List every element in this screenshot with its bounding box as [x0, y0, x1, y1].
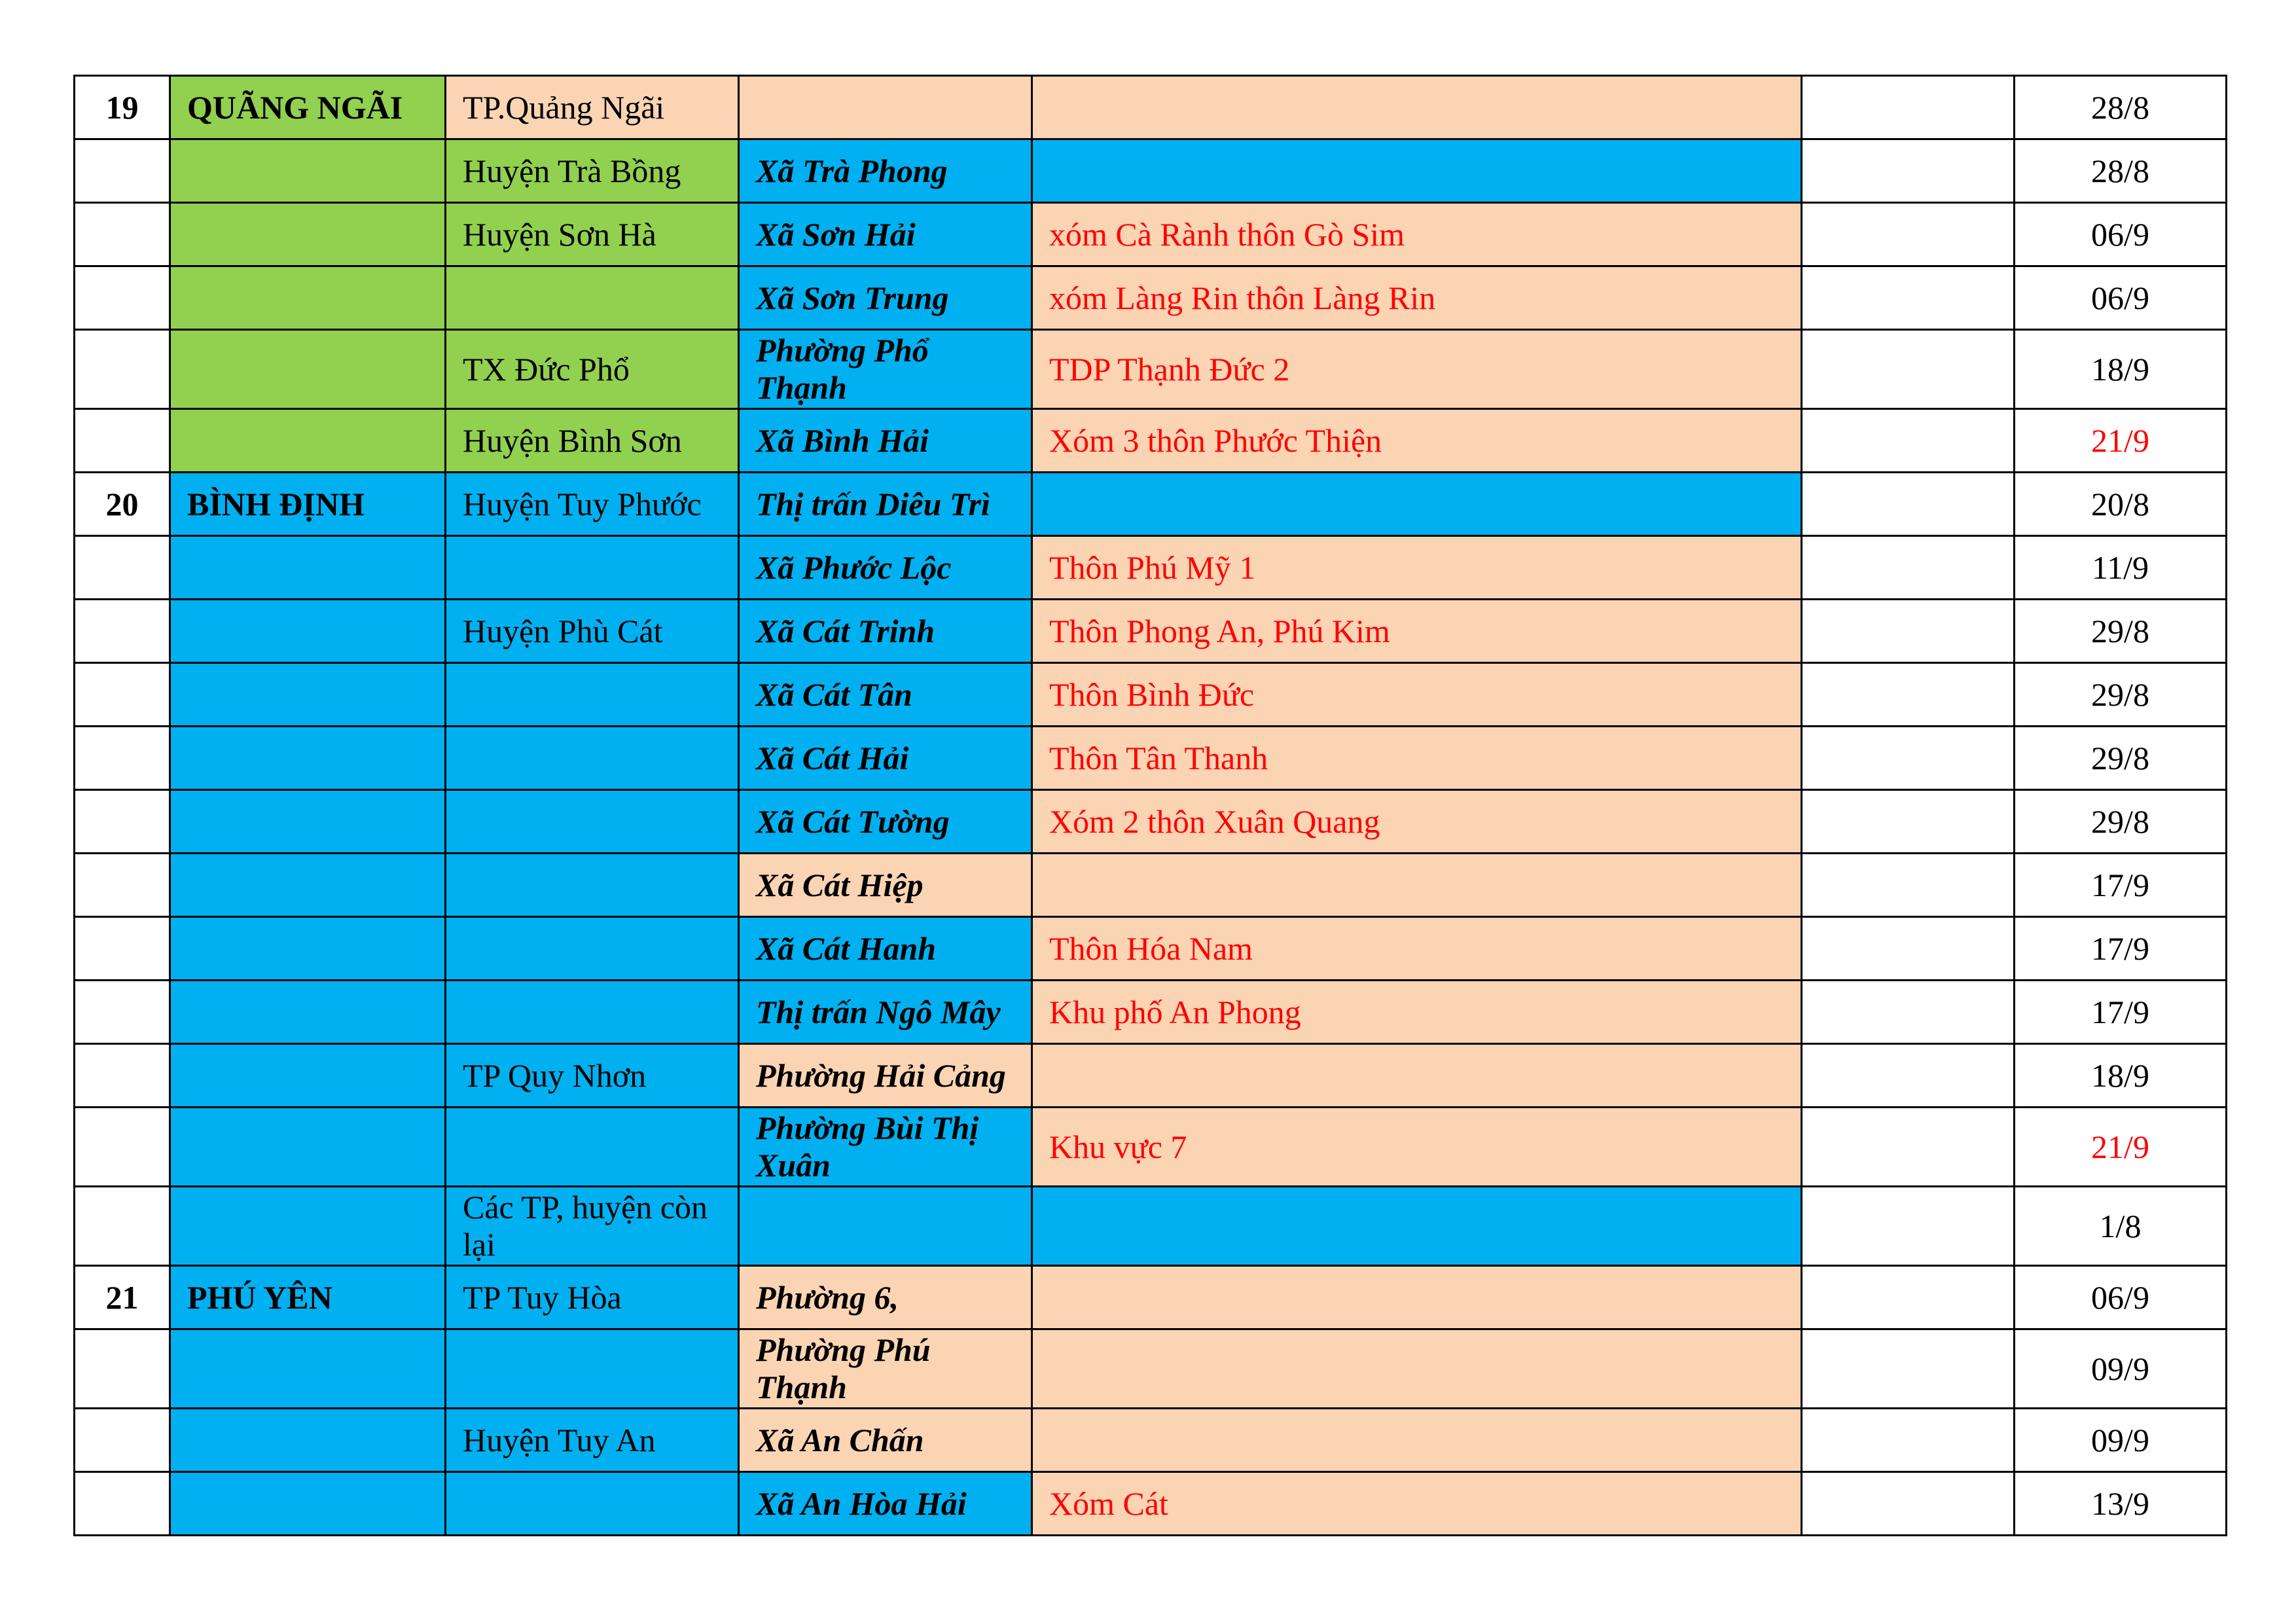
note-cell [1802, 917, 2015, 981]
row-number-cell [75, 1266, 170, 1329]
village-cell [1032, 917, 1802, 981]
village-cell [1032, 473, 1802, 536]
village-cell [1032, 203, 1802, 266]
table-row [75, 473, 2227, 536]
date-text: 18/9 [2091, 350, 2149, 388]
note-cell [1802, 266, 2015, 330]
row-number-cell [75, 1472, 170, 1536]
note-cell [1802, 663, 2015, 727]
table-row [75, 536, 2227, 600]
date-cell [2015, 917, 2227, 981]
date-cell [2015, 663, 2227, 727]
row-number-cell [75, 854, 170, 917]
district-cell [446, 536, 739, 600]
commune-cell [739, 1329, 1032, 1409]
commune-cell [739, 1266, 1032, 1329]
district-cell [446, 1329, 739, 1409]
table-row [75, 981, 2227, 1044]
commune-text: Phường Hải Cảng [756, 1056, 1006, 1094]
note-cell [1802, 600, 2015, 663]
date-text: 17/9 [2091, 993, 2149, 1030]
village-cell [1032, 1409, 1802, 1472]
village-text: Xóm 3 thôn Phước Thiện [1049, 422, 1382, 459]
commune-text: Xã Cát Hải [756, 739, 909, 776]
province-cell [170, 790, 446, 854]
note-cell [1802, 139, 2015, 203]
province-text: BÌNH ĐỊNH [187, 485, 365, 522]
district-cell [446, 727, 739, 790]
date-cell [2015, 1108, 2227, 1187]
province-cell [170, 727, 446, 790]
row-number-cell [75, 1187, 170, 1266]
table-row [75, 663, 2227, 727]
village-text: TDP Thạnh Đức 2 [1049, 350, 1290, 388]
row-number-cell [75, 266, 170, 330]
note-cell [1802, 473, 2015, 536]
table-row [75, 854, 2227, 917]
district-text: TP Tuy Hòa [463, 1278, 622, 1316]
commune-cell [739, 203, 1032, 266]
district-text: Huyện Bình Sơn [463, 422, 682, 459]
village-cell [1032, 1266, 1802, 1329]
province-cell [170, 1108, 446, 1187]
commune-text: Xã Phước Lộc [756, 549, 952, 586]
commune-cell [739, 1409, 1032, 1472]
date-text: 21/9 [2091, 1128, 2149, 1165]
province-cell [170, 1472, 446, 1536]
date-text: 29/8 [2091, 803, 2149, 840]
district-cell [446, 917, 739, 981]
date-cell [2015, 981, 2227, 1044]
province-cell [170, 76, 446, 139]
village-text: Khu phố An Phong [1049, 993, 1301, 1030]
table-row [75, 917, 2227, 981]
province-cell [170, 600, 446, 663]
row-number-cell [75, 473, 170, 536]
table-row [75, 266, 2227, 330]
note-cell [1802, 76, 2015, 139]
commune-cell [739, 727, 1032, 790]
commune-text: Xã Sơn Trung [756, 279, 949, 316]
commune-cell [739, 663, 1032, 727]
district-text: Huyện Trà Bồng [463, 152, 681, 189]
district-text: Huyện Phù Cát [463, 612, 663, 649]
note-cell [1802, 1329, 2015, 1409]
province-cell [170, 854, 446, 917]
commune-cell [739, 139, 1032, 203]
commune-text: Xã Cát Hiệp [756, 866, 924, 903]
commune-text: Phường 6, [756, 1278, 899, 1316]
province-cell [170, 917, 446, 981]
village-cell [1032, 139, 1802, 203]
province-cell [170, 266, 446, 330]
note-cell [1802, 203, 2015, 266]
table-body [75, 76, 2227, 1536]
row-number-text: 21 [105, 1278, 139, 1316]
table-row [75, 1108, 2227, 1187]
village-cell [1032, 1472, 1802, 1536]
note-cell [1802, 854, 2015, 917]
table-row [75, 727, 2227, 790]
district-cell [446, 981, 739, 1044]
date-cell [2015, 1044, 2227, 1108]
row-number-cell [75, 727, 170, 790]
village-text: xóm Làng Rin thôn Làng Rin [1049, 279, 1436, 316]
date-cell [2015, 76, 2227, 139]
row-number-cell [75, 536, 170, 600]
district-cell [446, 600, 739, 663]
table-row [75, 1409, 2227, 1472]
village-text: Xóm Cát [1049, 1485, 1168, 1522]
province-cell [170, 663, 446, 727]
commune-cell [739, 790, 1032, 854]
province-cell [170, 1187, 446, 1266]
district-text: Huyện Tuy Phước [463, 485, 702, 522]
district-cell [446, 139, 739, 203]
table-row [75, 1044, 2227, 1108]
date-cell [2015, 600, 2227, 663]
village-text: xóm Cà Rành thôn Gò Sim [1049, 215, 1405, 253]
commune-cell [739, 1044, 1032, 1108]
date-text: 1/8 [2099, 1207, 2142, 1244]
date-text: 06/9 [2091, 215, 2149, 253]
province-cell [170, 330, 446, 409]
date-cell [2015, 473, 2227, 536]
date-cell [2015, 409, 2227, 473]
village-cell [1032, 790, 1802, 854]
date-cell [2015, 1329, 2227, 1409]
commune-text: Xã Cát Tân [756, 676, 912, 713]
date-cell [2015, 1266, 2227, 1329]
row-number-cell [75, 76, 170, 139]
district-cell [446, 790, 739, 854]
commune-text: Phường Phổ Thạnh [756, 332, 929, 406]
village-cell [1032, 409, 1802, 473]
table-row [75, 139, 2227, 203]
date-text: 17/9 [2091, 929, 2149, 967]
note-cell [1802, 1266, 2015, 1329]
note-cell [1802, 1472, 2015, 1536]
row-number-cell [75, 1108, 170, 1187]
village-cell [1032, 1108, 1802, 1187]
village-cell [1032, 536, 1802, 600]
row-number-cell [75, 981, 170, 1044]
province-cell [170, 409, 446, 473]
village-text: Khu vực 7 [1049, 1128, 1187, 1165]
row-number-cell [75, 409, 170, 473]
row-number-text: 20 [105, 485, 139, 522]
row-number-cell [75, 600, 170, 663]
date-text: 28/8 [2091, 152, 2149, 189]
commune-text: Xã Bình Hải [756, 422, 929, 459]
note-cell [1802, 727, 2015, 790]
date-cell [2015, 1187, 2227, 1266]
note-cell [1802, 536, 2015, 600]
table-row [75, 1266, 2227, 1329]
commune-cell [739, 1108, 1032, 1187]
district-text: Các TP, huyện còn lại [463, 1189, 708, 1263]
row-number-cell [75, 203, 170, 266]
date-text: 29/8 [2091, 676, 2149, 713]
district-cell [446, 76, 739, 139]
village-text: Thôn Tân Thanh [1049, 739, 1268, 776]
commune-cell [739, 1472, 1032, 1536]
district-cell [446, 1187, 739, 1266]
table-row [75, 1472, 2227, 1536]
village-cell [1032, 266, 1802, 330]
row-number-text: 19 [105, 88, 139, 126]
district-cell [446, 1108, 739, 1187]
commune-cell [739, 536, 1032, 600]
district-cell [446, 330, 739, 409]
village-cell [1032, 76, 1802, 139]
district-cell [446, 473, 739, 536]
table-row [75, 790, 2227, 854]
village-text: Thôn Hóa Nam [1049, 929, 1253, 967]
date-text: 13/9 [2091, 1485, 2149, 1522]
village-cell [1032, 854, 1802, 917]
district-text: TP Quy Nhơn [463, 1056, 647, 1094]
row-number-cell [75, 1409, 170, 1472]
province-cell [170, 536, 446, 600]
commune-cell [739, 409, 1032, 473]
date-text: 18/9 [2091, 1056, 2149, 1094]
date-text: 11/9 [2091, 549, 2149, 586]
village-cell [1032, 600, 1802, 663]
district-text: Huyện Sơn Hà [463, 215, 656, 253]
commune-text: Xã Cát Tường [756, 803, 950, 840]
district-text: Huyện Tuy An [463, 1421, 656, 1458]
province-text: QUÃNG NGÃI [187, 88, 403, 126]
district-cell [446, 266, 739, 330]
commune-cell [739, 917, 1032, 981]
date-text: 17/9 [2091, 866, 2149, 903]
district-cell [446, 1472, 739, 1536]
note-cell [1802, 981, 2015, 1044]
commune-cell [739, 330, 1032, 409]
note-cell [1802, 1044, 2015, 1108]
row-number-cell [75, 139, 170, 203]
table-row [75, 203, 2227, 266]
date-text: 21/9 [2091, 422, 2149, 459]
commune-text: Xã An Chấn [756, 1421, 924, 1458]
district-cell [446, 203, 739, 266]
village-cell [1032, 727, 1802, 790]
province-cell [170, 139, 446, 203]
commune-cell [739, 1187, 1032, 1266]
commune-text: Xã An Hòa Hải [756, 1485, 967, 1522]
table-row [75, 1329, 2227, 1409]
row-number-cell [75, 663, 170, 727]
commune-text: Phường Bùi Thị Xuân [756, 1110, 979, 1183]
village-cell [1032, 981, 1802, 1044]
note-cell [1802, 1409, 2015, 1472]
date-cell [2015, 536, 2227, 600]
province-text: PHÚ YÊN [187, 1278, 332, 1316]
district-text: TP.Quảng Ngãi [463, 88, 665, 126]
data-table [73, 75, 2227, 1536]
commune-text: Phường Phú Thạnh [756, 1331, 931, 1405]
district-cell [446, 1044, 739, 1108]
village-text: Xóm 2 thôn Xuân Quang [1049, 803, 1380, 840]
date-text: 29/8 [2091, 612, 2149, 649]
date-text: 29/8 [2091, 739, 2149, 776]
table-row [75, 600, 2227, 663]
date-text: 09/9 [2091, 1350, 2149, 1387]
district-cell [446, 1266, 739, 1329]
date-cell [2015, 727, 2227, 790]
date-text: 06/9 [2091, 1278, 2149, 1316]
note-cell [1802, 1187, 2015, 1266]
commune-text: Thị trấn Diêu Trì [756, 485, 990, 522]
province-cell [170, 1266, 446, 1329]
note-cell [1802, 790, 2015, 854]
row-number-cell [75, 790, 170, 854]
province-cell [170, 1409, 446, 1472]
district-cell [446, 1409, 739, 1472]
date-cell [2015, 203, 2227, 266]
village-text: Thôn Phú Mỹ 1 [1049, 549, 1256, 586]
date-cell [2015, 139, 2227, 203]
village-cell [1032, 1329, 1802, 1409]
district-cell [446, 409, 739, 473]
row-number-cell [75, 330, 170, 409]
date-cell [2015, 790, 2227, 854]
table-row [75, 1187, 2227, 1266]
commune-cell [739, 473, 1032, 536]
province-cell [170, 1329, 446, 1409]
village-cell [1032, 330, 1802, 409]
province-cell [170, 981, 446, 1044]
note-cell [1802, 330, 2015, 409]
village-cell [1032, 1044, 1802, 1108]
date-cell [2015, 854, 2227, 917]
province-cell [170, 473, 446, 536]
commune-text: Xã Trà Phong [756, 152, 948, 189]
date-text: 28/8 [2091, 88, 2149, 126]
commune-cell [739, 981, 1032, 1044]
village-cell [1032, 663, 1802, 727]
village-text: Thôn Phong An, Phú Kim [1049, 612, 1390, 649]
commune-text: Xã Cát Hanh [756, 929, 937, 967]
province-cell [170, 1044, 446, 1108]
date-cell [2015, 266, 2227, 330]
commune-cell [739, 854, 1032, 917]
village-text: Thôn Bình Đức [1049, 676, 1255, 713]
note-cell [1802, 409, 2015, 473]
date-cell [2015, 1409, 2227, 1472]
row-number-cell [75, 1329, 170, 1409]
commune-cell [739, 266, 1032, 330]
note-cell [1802, 1108, 2015, 1187]
date-cell [2015, 1472, 2227, 1536]
district-cell [446, 663, 739, 727]
commune-text: Thị trấn Ngô Mây [756, 993, 1001, 1030]
row-number-cell [75, 1044, 170, 1108]
village-cell [1032, 1187, 1802, 1266]
date-text: 09/9 [2091, 1421, 2149, 1458]
commune-text: Xã Cát Trinh [756, 612, 935, 649]
district-cell [446, 854, 739, 917]
date-text: 06/9 [2091, 279, 2149, 316]
table-row [75, 409, 2227, 473]
commune-cell [739, 76, 1032, 139]
commune-text: Xã Sơn Hải [756, 215, 916, 253]
table-row [75, 330, 2227, 409]
district-text: TX Đức Phổ [463, 350, 630, 388]
date-cell [2015, 330, 2227, 409]
table-row [75, 76, 2227, 139]
province-cell [170, 203, 446, 266]
date-text: 20/8 [2091, 485, 2149, 522]
commune-cell [739, 600, 1032, 663]
row-number-cell [75, 917, 170, 981]
